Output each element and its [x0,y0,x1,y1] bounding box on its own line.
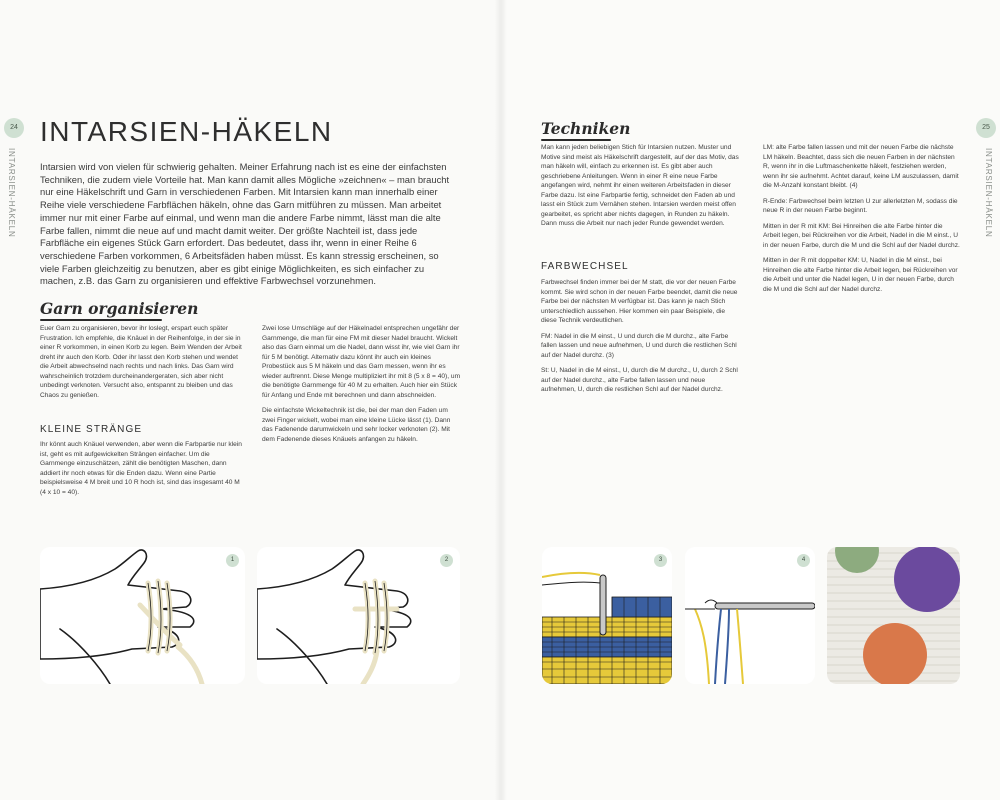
garn-column-2 [262,324,462,450]
techniken-column-2 [763,143,961,300]
figure-badge: 1 [226,554,239,567]
figure-4 [685,547,815,684]
techniken-column-1 [541,143,741,235]
subheading-kleine-straenge: KLEINE STRÄNGE [40,424,143,435]
vertical-chapter-tab: INTARSIEN-HÄKELN [984,148,993,238]
right-page [500,0,1000,800]
page-title: INTARSIEN-HÄKELN [40,116,333,147]
figure-badge: 4 [797,554,810,567]
heading-underline [541,139,611,141]
intarsia-dots-photo [827,547,960,684]
section-heading-garn: Garn organisieren [40,299,199,318]
paragraph: Ihr könnt auch Knäuel verwenden, aber wenn die Farbpartie nur klein ist, geht es mit aufgewickelten Strängen einfacher. Um die Garnmenge einzuschätzen, zählt die benötigten Maschen, dann addiert ihr noch etwas für die Enden dazu. Wenn eine Partie beispielsweise 4 M breit und 10 R hoch ist, sind das insgesamt 40 M (4 x 10 = 40). [40,441,242,496]
page-number: 24 [4,118,24,138]
paragraph: LM: alte Farbe fallen lassen und mit der neuen Farbe die nächste LM häkeln. Beachtet, dass sich die neuen Farben in der nächsten R, wenn ihr in die Luftmaschenkette häkelt, festziehen werden, wenn ihr sie aufnehmt. Achtet darauf, keine LM auszulassen, damit die M-Anzahl konstant bleibt. (4) [763,144,959,189]
paragraph: Man kann jeden beliebigen Stich für Intarsien nutzen. Muster und Motive sind meist als Häkelschrift dargestellt, auf der das Motiv, das man häkeln will, einfach zu erkennen ist. Es gibt aber auch geschriebene Anleitungen. Wenn in einer R eine neue Farbe angefangen wird, nehmt ihr einen weiteren Arbeitsfaden in dieser Farbe dazu. Ist eine Farbpartie fertig, schneidet den Faden ab und lasst ein Stück zum Vernähen stehen. Intarsien werden meist offen gearbeitet, es spricht aber nichts dagegen, in Runden zu häkeln. Dann muss die Arbeit nur nach jeder Runde gewendet werden. [541,144,739,227]
crochet-chain-color-change-illustration [685,547,815,684]
garn-column-1 [40,324,242,406]
paragraph: Die einfachste Wickeltechnik ist die, bei der man den Faden um zwei Finger wickelt, wobei man eine kleine Lücke lässt (1). Dann das Fadenende darumwickeln und sehr locker verknoten (2). Mit dem Fadenende dieses Knäuels anfangen zu häkeln. [262,407,451,443]
intro-paragraph: Intarsien wird von vielen für schwierig gehalten. Meiner Erfahrung nach ist es eine der einfachsten Techniken, die zudem viele Vorteile hat. Man kann damit alles Mögliche »zeichnen« – man braucht nur eine Häkelschrift und Garn in verschiedenen Farben. Mit Intarsien kann man innerhalb einer Reihe viele verschiedene Farbflächen häkeln, ohne das Garn mitführen zu müssen. Man arbeitet immer nur mit einer Farbe auf einmal, und wenn man die andere Farbe nimmt, lässt man die alte Farbe fallen, nimmt die neue auf und macht damit weiter. Der größte Nachteil ist, dass jede Farbfläche ein eigenes Stück Garn erfordert. Das bedeutet, dass ihr, wenn in einer Reihe 6 verschiedene Farben vorkommen, 6 Arbeitsfäden haben müsst. Es kann stressig erscheinen, so viele Farben gleichzeitig zu benutzen, aber es gibt einige Möglichkeiten, es sich einfacher zu machen, z.B. das Garn zu organisieren und effektive Farbwechsel vorzunehmen. [40,161,450,287]
farbwechsel-column [541,278,741,401]
figure-3 [542,547,672,684]
section-heading-techniken: Techniken [541,119,631,138]
paragraph: Mitten in der R mit doppelter KM: U, Nadel in die M einst., bei Hinreihen die alte Farbe hinter die Arbeit legen, bei Rückreihen vor die Arbeit und unter die Nadel legen, U in der neuen Farbe, durch die M und die Schl auf der Nadel durchz. [763,257,958,293]
paragraph: FM: Nadel in die M einst., U und durch die M durchz., alte Farbe fallen lassen und neue aufnehmen, U und durch die restlichen Schl auf der Nadel durchz. (3) [541,332,737,359]
hand-winding-yarn-illustration [40,547,245,684]
paragraph: Farbwechsel finden immer bei der M statt, die vor der neuen Farbe kommt. Sie wird schon in der neuen Farbe beendet, damit die neue Farbe bei der nächsten M verfügbar ist. Das kann je nach Stich unterschiedlich aussehen. Hier kommen ein paar Beispiele, die diese Technik verdeutlichen. [541,279,738,324]
paragraph: Euer Garn zu organisieren, bevor ihr loslegt, erspart euch später Frustration. Ich empfehle, die Knäuel in der Reihenfolge, in der sie in einer R vorkommen, in einen Korb zu legen. Beim Wenden der Arbeit dreht ihr auch den Korb. Oder ihr lasst den Korb stehen und wendet die Arbeit abwechselnd nach rechts und nach links. Das Garn wird wahrscheinlich trotzdem durcheinandergeraten, sich aber nicht unbedingt verknoten. Versucht also, entspannt zu bleiben und das Chaos zu genießen. [40,325,242,399]
paragraph: Zwei lose Umschläge auf der Häkelnadel entsprechen ungefähr der Garnmenge, die man für eine FM mit dieser Nadel braucht. Wickelt also das Garn einmal um die Nadel, dann wisst ihr, wie viel Garn ihr für 5 M benötigt. Alternativ dazu könnt ihr auch ein kleines Probestück aus 5 M häkeln und das Garn messen, wenn ihr es wieder auftrennt. Diese Menge multipliziert ihr mit 8 (5 x 8 = 40), um die benötigte Garnmenge für 40 M zu erhalten. Auch hier ein Stück für Anfang und Ende mit berechnen und dann abschneiden. [262,325,461,399]
subheading-farbwechsel: FARBWECHSEL [541,261,629,272]
figure-badge: 2 [440,554,453,567]
figure-photo [827,547,960,684]
figure-2 [257,547,460,684]
hand-yarn-knot-illustration [257,547,460,684]
crochet-hook-color-change-illustration [542,547,672,684]
garn-column-1b [40,440,242,503]
paragraph: St: U, Nadel in die M einst., U, durch die M durchz., U, durch 2 Schl auf der Nadel durchz., alte Farbe fallen lassen und neue aufnehmen, U, durch die restlichen Schl auf der Nadel durchz. [541,367,738,393]
heading-underline [40,319,162,321]
vertical-chapter-tab: INTARSIEN-HÄKELN [7,148,16,238]
page-number: 25 [976,118,996,138]
book-gutter [495,0,507,800]
figure-1 [40,547,245,684]
paragraph: Mitten in der R mit KM: Bei Hinreihen die alte Farbe hinter die Arbeit legen, bei Rückreihen vor die Arbeit, Nadel in die M einst., U in der neuen Farbe, durch die M und die Schl auf der Nadel durchz. [763,222,960,249]
paragraph: R-Ende: Farbwechsel beim letzten U zur allerletzten M, sodass die neue R in der neuen Farbe beginnt. [763,197,958,214]
figure-badge: 3 [654,554,667,567]
